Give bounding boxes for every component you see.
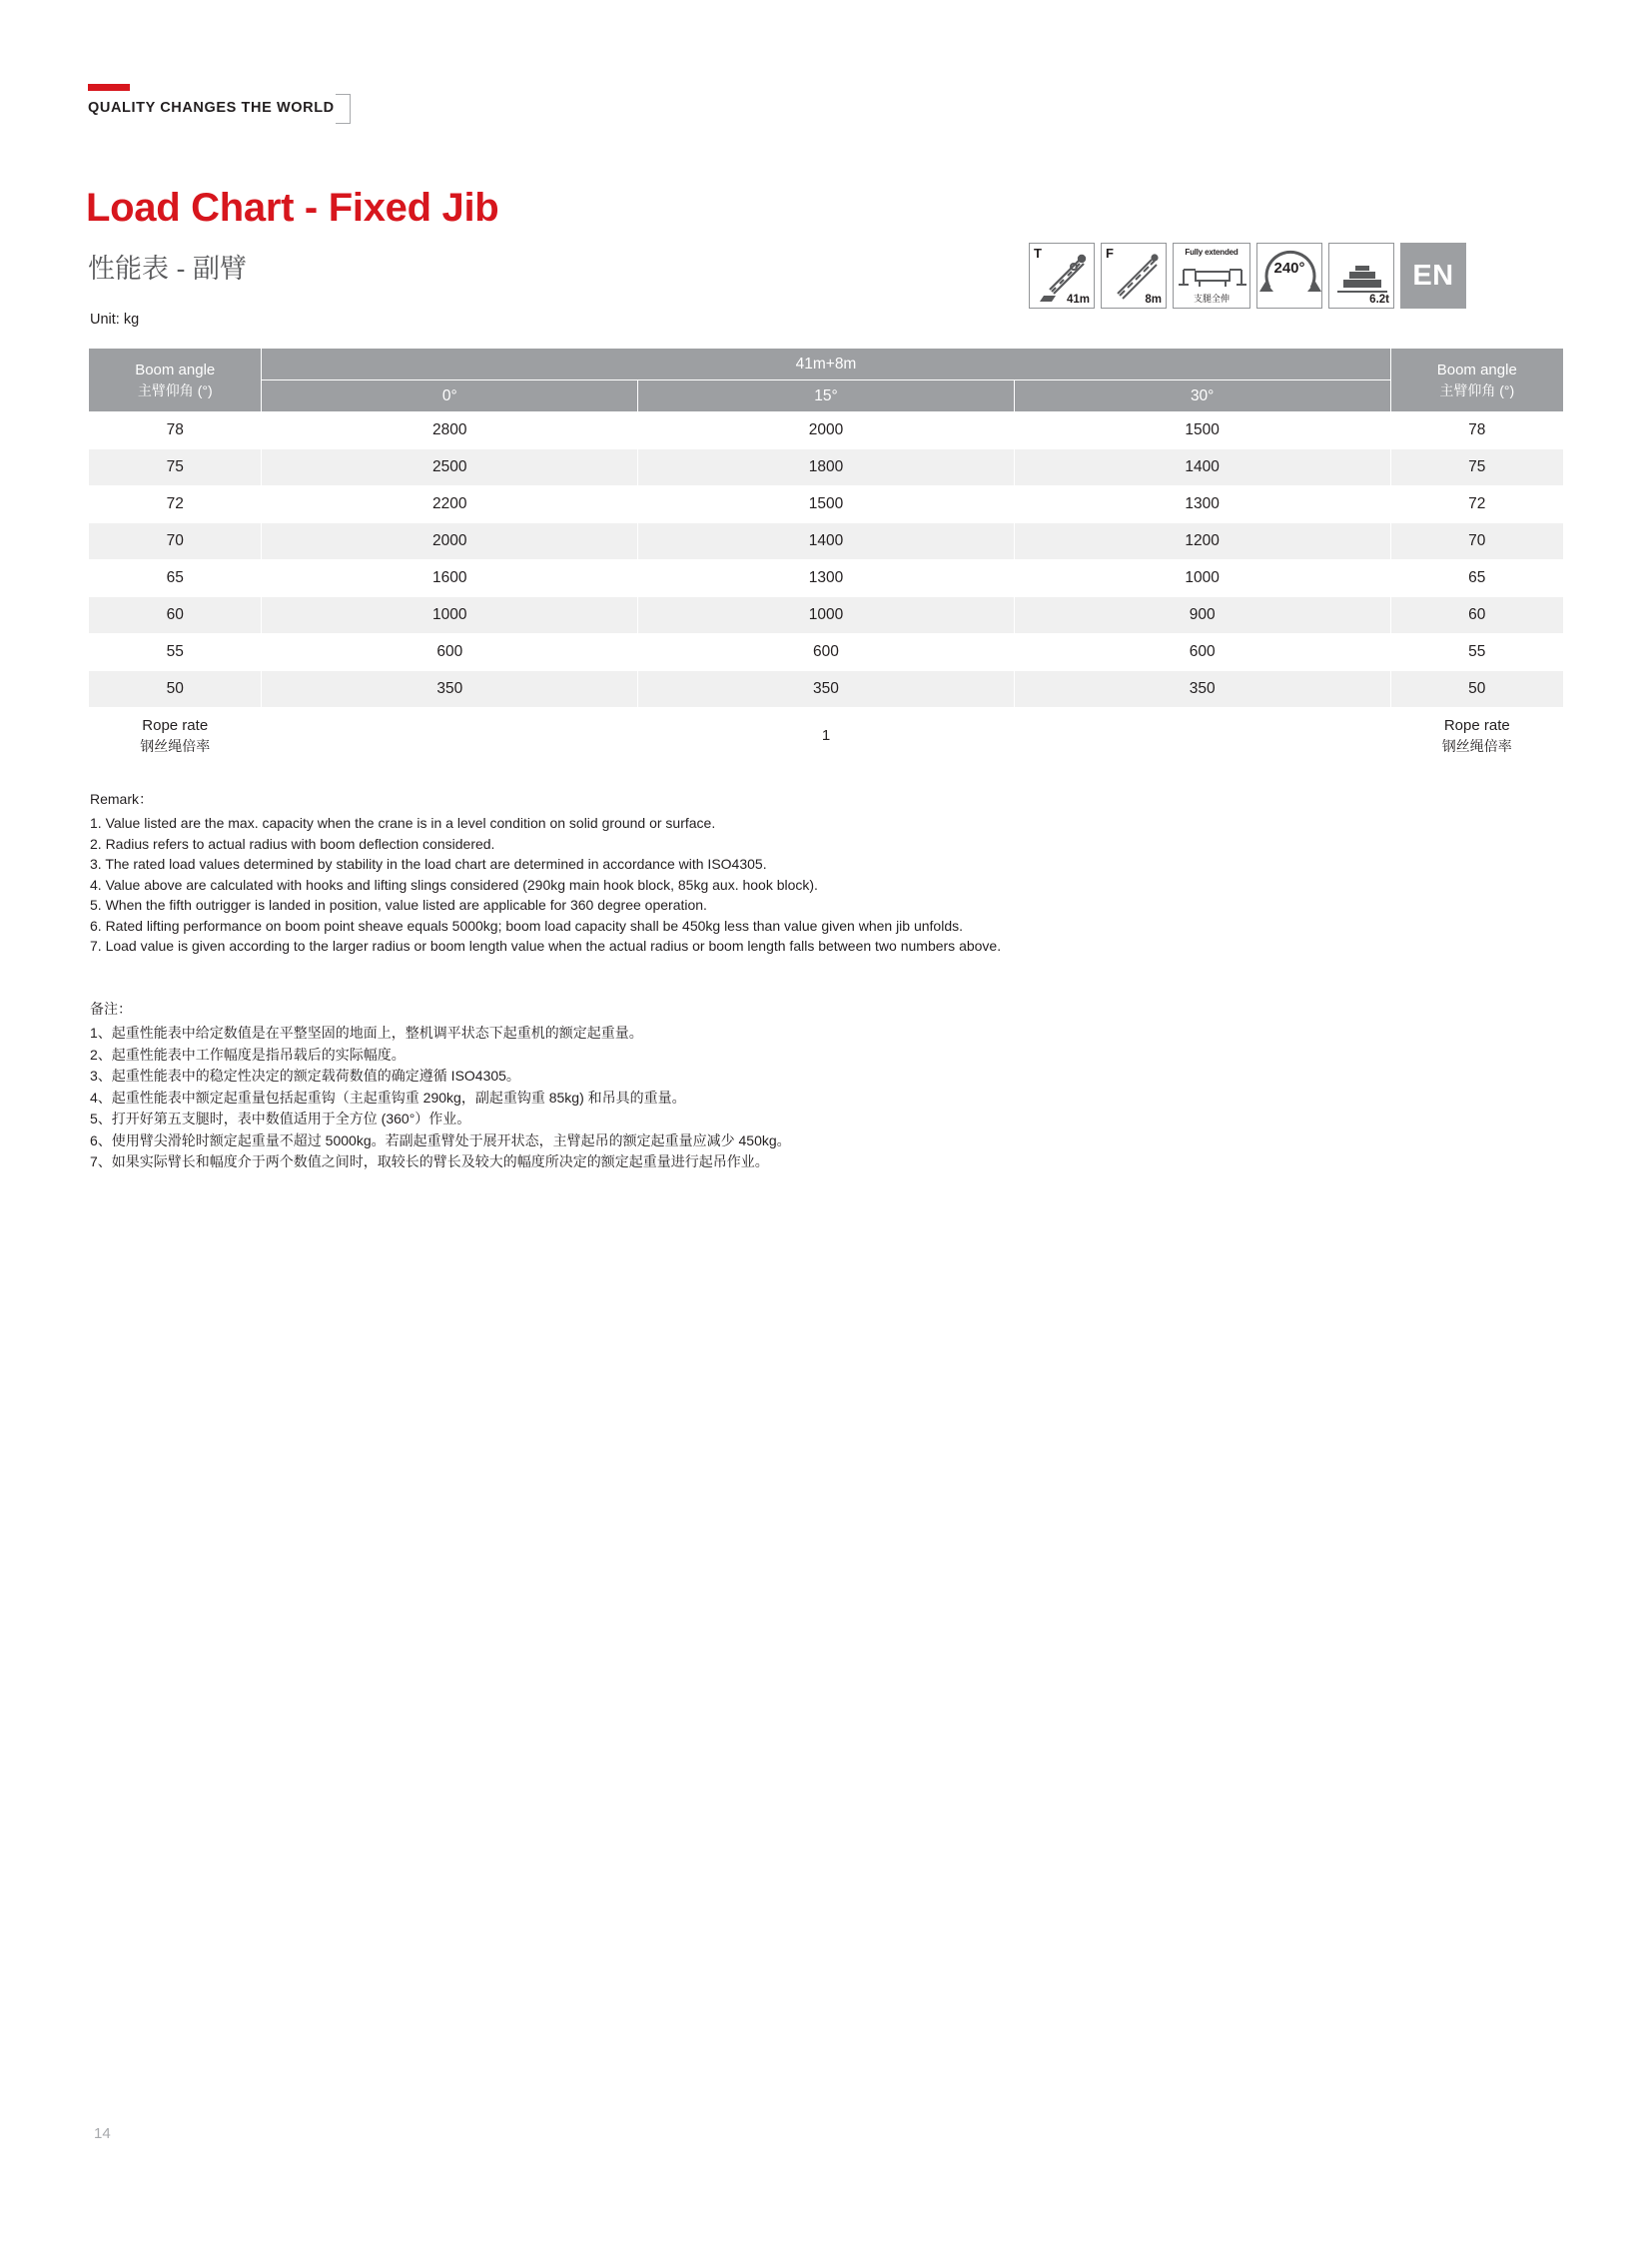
- outrigger-top-label: Fully extended: [1185, 248, 1239, 257]
- remarks-cn-line: 2、起重性能表中工作幅度是指吊载后的实际幅度。: [90, 1046, 406, 1063]
- header-boom-angle-right-en: Boom angle: [1436, 361, 1517, 378]
- outrigger-bottom-label: 支腿全伸: [1193, 294, 1230, 304]
- cell-angle: 70: [1390, 523, 1563, 560]
- cell-angle: 72: [1390, 486, 1563, 523]
- rope-rate-label-left: [89, 708, 262, 765]
- load-chart-table: [88, 348, 1564, 765]
- jib-length-value: 8m: [1145, 294, 1162, 306]
- main-boom-length-value: 41m: [1066, 294, 1090, 306]
- remarks-en-title: Remark：: [90, 791, 154, 807]
- remarks-en-line: 2. Radius refers to actual radius with boom deflection considered.: [90, 835, 495, 852]
- remarks-cn-title: 备注：: [90, 1001, 132, 1017]
- rope-rate-label-left-en: Rope rate: [142, 717, 209, 734]
- cell-value: 1600: [262, 560, 638, 597]
- rope-rate-label-right-en: Rope rate: [1443, 717, 1510, 734]
- header-jib-angle-30: 30°: [1014, 380, 1390, 412]
- remarks-cn-line: 3、起重性能表中的稳定性决定的额定载荷数值的确定遵循 ISO4305。: [90, 1068, 520, 1084]
- cell-value: 1000: [262, 597, 638, 634]
- table-row: [89, 560, 1564, 597]
- table-row: [89, 634, 1564, 671]
- rope-rate-label-left-cn: 钢丝绳倍率: [140, 738, 211, 754]
- table-row: [89, 449, 1564, 486]
- icon-letter-f: F: [1106, 246, 1114, 261]
- page-number: 14: [94, 2125, 111, 2142]
- header-jib-angle-0: 0°: [262, 380, 638, 412]
- remarks-cn-line: 4、起重性能表中额定起重量包括起重钩（主起重钩重 290kg，副起重钩重 85kg) 和吊具的重量。: [90, 1089, 686, 1106]
- cell-value: 350: [262, 671, 638, 708]
- cell-value: 2500: [262, 449, 638, 486]
- remarks-en-line: 1. Value listed are the max. capacity when the crane is in a level condition on solid ground or surface.: [90, 815, 716, 831]
- table-row-rope-rate: [89, 708, 1564, 765]
- cell-angle: 55: [1390, 634, 1563, 671]
- cell-value: 2800: [262, 412, 638, 449]
- header-boom-angle-right-cn: 主臂仰角 (°): [1439, 381, 1515, 398]
- cell-angle: 55: [89, 634, 262, 671]
- unit-label: Unit: kg: [90, 312, 140, 328]
- brand-tagline: QUALITY CHANGES THE WORLD: [88, 100, 335, 116]
- cell-value: 1500: [638, 486, 1015, 523]
- cell-angle: 50: [89, 671, 262, 708]
- cell-value: 350: [638, 671, 1015, 708]
- remarks-en-line: 5. When the fifth outrigger is landed in position, value listed are applicable for 360 degree operation.: [90, 897, 707, 913]
- header-jib-angle-15: 15°: [638, 380, 1015, 412]
- table-header-row-2: [89, 380, 1564, 412]
- table-row: [89, 597, 1564, 634]
- remarks-cn-line: 7、如果实际臂长和幅度介于两个数值之间时，取较长的臂长及较大的幅度所决定的额定起重量进行起吊作业。: [90, 1153, 769, 1169]
- cell-value: 1000: [638, 597, 1015, 634]
- remarks-en-line: 3. The rated load values determined by stability in the load chart are determined in accordance with ISO4305.: [90, 856, 767, 872]
- table-head: [89, 349, 1564, 412]
- header-boom-angle-left-en: Boom angle: [135, 361, 216, 378]
- language-badge-en[interactable]: [1400, 243, 1466, 309]
- remarks-en-line: 7. Load value is given according to the larger radius or boom length value when the actual radius or boom length falls between two numbers above.: [90, 938, 1002, 954]
- brand-bracket-decoration: [336, 94, 351, 124]
- cell-angle: 65: [89, 560, 262, 597]
- slew-range-icon: [1256, 243, 1322, 309]
- cell-value: 600: [1014, 634, 1390, 671]
- remarks-cn-line: 6、使用臂尖滑轮时额定起重量不超过 5000kg。若副起重臂处于展开状态，主臂起吊的额定起重量应减少 450kg。: [90, 1131, 791, 1148]
- cell-angle: 75: [1390, 449, 1563, 486]
- cell-value: 1400: [1014, 449, 1390, 486]
- brand-red-bar: [88, 84, 130, 91]
- cell-angle: 75: [89, 449, 262, 486]
- table-body: [89, 412, 1564, 765]
- cell-value: 1800: [638, 449, 1015, 486]
- remarks-en-line: 4. Value above are calculated with hooks and lifting slings considered (290kg main hook block, 85kg aux. hook block).: [90, 876, 818, 893]
- cell-value: 1300: [638, 560, 1015, 597]
- cell-value: 1500: [1014, 412, 1390, 449]
- rope-rate-label-right: [1390, 708, 1563, 765]
- table-row: [89, 523, 1564, 560]
- page-title-cn: 性能表 - 副臂: [88, 254, 247, 284]
- cell-value: 600: [262, 634, 638, 671]
- table-header-row-1: [89, 349, 1564, 380]
- header-boom-angle-right: [1390, 349, 1563, 412]
- remarks-en-line: 6. Rated lifting performance on boom point sheave equals 5000kg; boom load capacity shall be 450kg less than value given when jib unfolds.: [90, 917, 964, 934]
- remarks-cn-line: 1、起重性能表中给定数值是在平整坚固的地面上，整机调平状态下起重机的额定起重量。: [90, 1025, 643, 1041]
- outrigger-fully-extended-icon: [1173, 243, 1250, 309]
- rope-rate-value: 1: [262, 708, 1390, 765]
- remarks-cn-block: [90, 999, 1388, 1173]
- main-boom-length-icon: [1029, 243, 1095, 309]
- table-row: [89, 671, 1564, 708]
- remarks-cn-line: 5、打开好第五支腿时，表中数值适用于全方位 (360°）作业。: [90, 1111, 471, 1126]
- cell-angle: 78: [89, 412, 262, 449]
- cell-value: 1200: [1014, 523, 1390, 560]
- cell-value: 350: [1014, 671, 1390, 708]
- cell-value: 1400: [638, 523, 1015, 560]
- header-configuration: 41m+8m: [262, 349, 1390, 380]
- icon-letter-t: T: [1034, 246, 1042, 261]
- header-boom-angle-left-cn: 主臂仰角 (°): [137, 381, 213, 398]
- counterweight-icon: [1328, 243, 1394, 309]
- remarks-en-block: [90, 789, 1388, 957]
- table-row: [89, 486, 1564, 523]
- table-row: [89, 412, 1564, 449]
- cell-value: 600: [638, 634, 1015, 671]
- cell-value: 1000: [1014, 560, 1390, 597]
- cell-angle: 70: [89, 523, 262, 560]
- page-title-en: Load Chart - Fixed Jib: [86, 186, 499, 230]
- counterweight-value: 6.2t: [1369, 294, 1389, 306]
- spec-icon-strip: [1029, 243, 1466, 309]
- language-badge-label: EN: [1412, 259, 1454, 292]
- header-boom-angle-left: [89, 349, 262, 412]
- rope-rate-label-right-cn: 钢丝绳倍率: [1441, 738, 1512, 754]
- cell-value: 2000: [638, 412, 1015, 449]
- cell-angle: 65: [1390, 560, 1563, 597]
- cell-angle: 50: [1390, 671, 1563, 708]
- cell-angle: 72: [89, 486, 262, 523]
- cell-angle: 60: [89, 597, 262, 634]
- cell-angle: 60: [1390, 597, 1563, 634]
- cell-angle: 78: [1390, 412, 1563, 449]
- cell-value: 1300: [1014, 486, 1390, 523]
- cell-value: 2000: [262, 523, 638, 560]
- cell-value: 2200: [262, 486, 638, 523]
- jib-length-icon: [1101, 243, 1167, 309]
- brand-block: [88, 84, 368, 124]
- slew-degrees-label: 240°: [1273, 260, 1305, 277]
- cell-value: 900: [1014, 597, 1390, 634]
